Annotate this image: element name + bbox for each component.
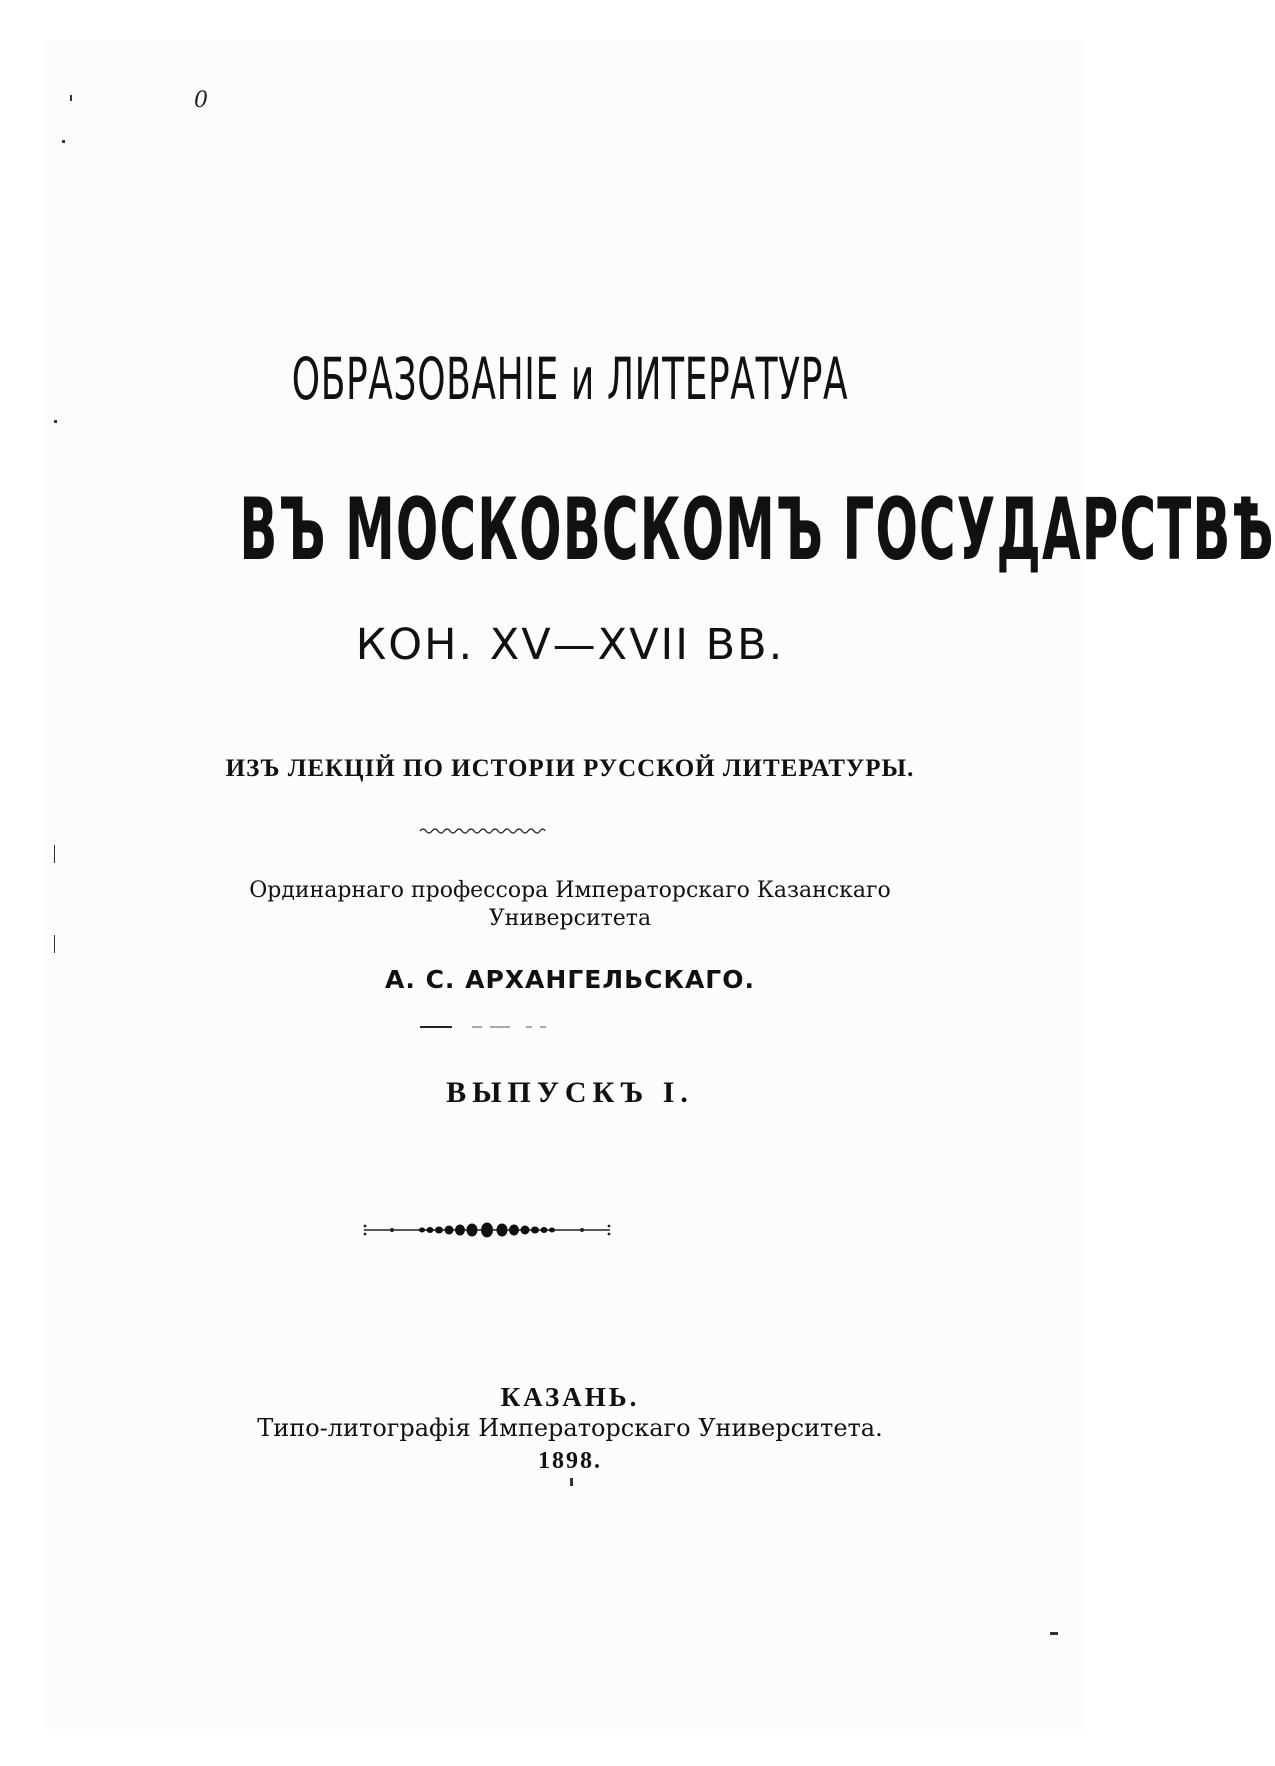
subtitle: ИЗЪ ЛЕКЦІЙ ПО ИСТОРІИ РУССКОЙ ЛИТЕРАТУРЫ. bbox=[225, 755, 915, 782]
ink-speck bbox=[54, 935, 55, 953]
imprint-city: КАЗАНЬ. bbox=[500, 1382, 640, 1412]
issue-number: ВЫПУСКЪ I. bbox=[446, 1076, 694, 1109]
ink-speck bbox=[70, 95, 72, 101]
ink-speck bbox=[1050, 1632, 1058, 1635]
author-name: А. С. АРХАНГЕЛЬСКАГО. bbox=[385, 965, 755, 994]
title-line-3: КОН. XV—XVII ВВ. bbox=[355, 620, 785, 670]
title-line-1: ОБРАЗОВАНІЕ и ЛИТЕРАТУРА bbox=[291, 345, 849, 413]
ink-speck bbox=[570, 1478, 573, 1486]
imprint-year: 1898. bbox=[538, 1448, 602, 1474]
author-position-line-2: Университета bbox=[488, 906, 652, 931]
ink-speck bbox=[62, 140, 65, 143]
ornament-divider bbox=[362, 1218, 612, 1242]
imprint-press: Типо-литографія Императорскаго Университета. bbox=[257, 1414, 883, 1442]
ink-speck bbox=[54, 845, 55, 863]
author-position-line-1: Ординарнаго профессора Императорскаго Казанскаго bbox=[249, 878, 891, 903]
squiggle-divider bbox=[420, 826, 545, 836]
ink-speck bbox=[54, 420, 57, 423]
title-line-2: ВЪ МОСКОВСКОМЪ ГОСУДАРСТВѢ bbox=[239, 480, 1275, 580]
short-rule-divider bbox=[420, 1026, 550, 1028]
page-mark: 0 bbox=[194, 88, 208, 113]
